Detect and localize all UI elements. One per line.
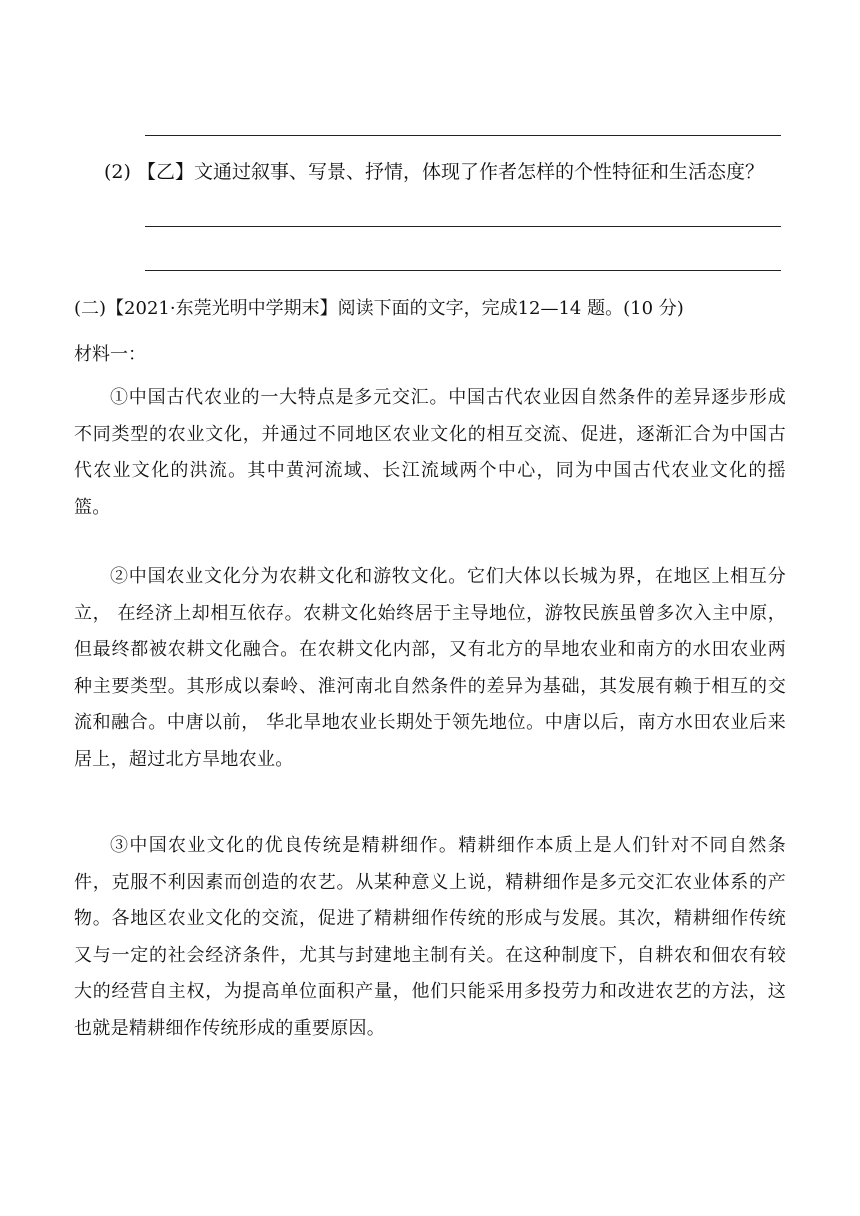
answer-line[interactable] <box>145 135 781 136</box>
paragraph-1: ①中国古代农业的一大特点是多元交汇。中国古代农业因自然条件的差异逐步形成不同类型的农业文化，并通过不同地区农业文化的相互交流、促进，逐渐汇合为中国古代农业文化的洪流。其中黄河流域、长江流域两个中心，同为中国古代农业文化的摇篮。 <box>74 387 786 518</box>
paragraph-3: ③中国农业文化的优良传统是精耕细作。精耕细作本质上是人们针对不同自然条件，克服不利因素而创造的农艺。从某种意义上说，精耕细作是多元交汇农业体系的产物。各地区农业文化的交流，促进了精耕细作传统的形成与发展。其次，精耕细作传统又与一定的社会经济条件，尤其与封建地主制有关。在这种制度下，自耕农和佃农有较大的经营自主权，为提高单位面积产量，他们只能采用多投劳力和改进农艺的方法，这也就是精耕细作传统形成的重要原因。 <box>74 835 786 1039</box>
answer-line[interactable] <box>145 270 781 271</box>
answer-line[interactable] <box>145 226 781 227</box>
question-text: 【乙】文通过叙事、写景、抒情，体现了作者怎样的个性特征和生活态度？ <box>136 161 764 183</box>
paragraph-2: ②中国农业文化分为农耕文化和游牧文化。它们大体以长城为界，在地区上相互分立， 在经济上却相互依存。农耕文化始终居于主导地位，游牧民族虽曾多次入主中原，但最终都被农耕文化融合。在农耕文化内部，又有北方的旱地农业和南方的水田农业两种主要类型。其形成以秦岭、淮河南北自然条件的差异为基础，其发展有赖于相互的交流和融合。中唐以前， 华北旱地农业长期处于领先地位。中唐以后，南方水田农业后来居上，超过北方旱地农业。 <box>74 566 786 770</box>
material-label: 材料一： <box>74 344 146 365</box>
question-2 <box>104 158 764 186</box>
section-heading: (二)【2021·东莞光明中学期末】阅读下面的文字，完成12—14 题。(10 分) <box>74 298 684 319</box>
question-number: (2) <box>104 161 131 183</box>
